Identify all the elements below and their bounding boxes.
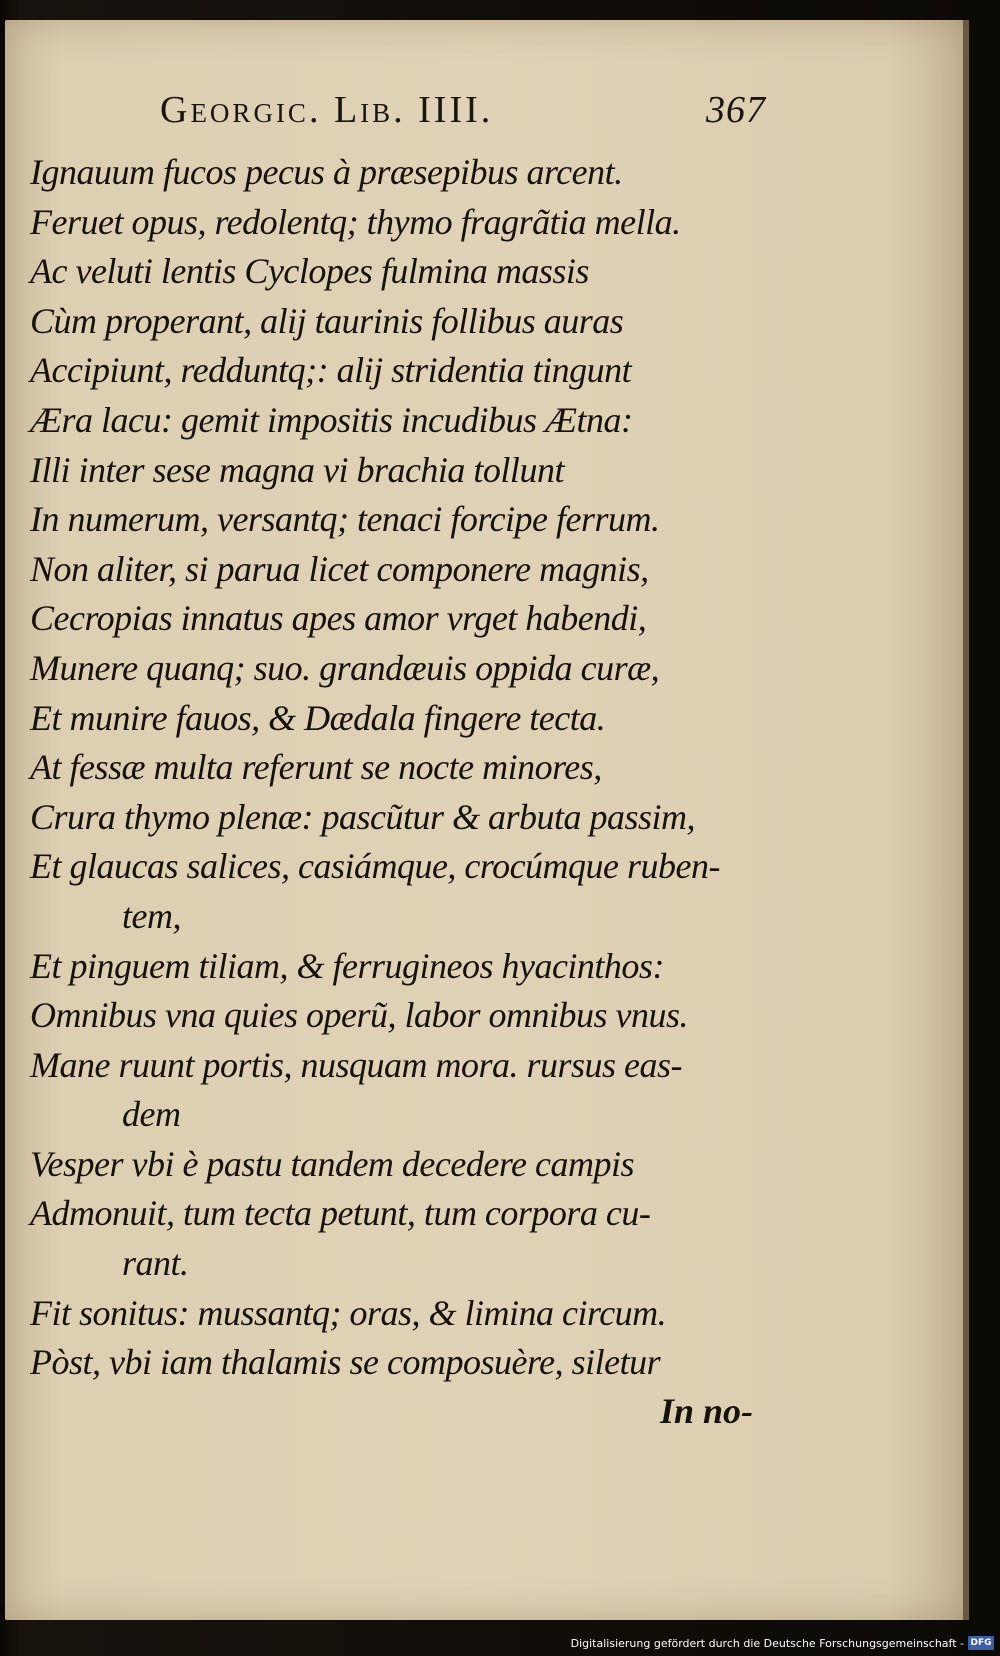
verse-line: Mane ruunt portis, nusquam mora. rursus eas- [30, 1044, 683, 1085]
verse-line: Fit sonitus: mussantq; oras, & limina circum. [30, 1292, 667, 1333]
verse-line: Et pinguem tiliam, & ferrugineos hyacinthos: [30, 945, 664, 986]
verse-line: tem, [122, 895, 181, 936]
dfg-logo-icon: DFG [968, 1636, 994, 1650]
page-edge [963, 20, 969, 1620]
running-head: Georgic. Lib. IIII. [160, 89, 494, 131]
verse-line: Vesper vbi è pastu tandem decedere campis [30, 1143, 634, 1184]
digitization-footer [571, 1634, 994, 1652]
verse-line: Omnibus vna quies operũ, labor omnibus vnus. [30, 995, 688, 1036]
verse-line: Accipiunt, redduntq;: alij stridentia tingunt [30, 350, 632, 391]
verse-line: In numerum, versantq; tenaci forcipe ferrum. [30, 499, 660, 540]
verse-line: Munere quanq; suo. grandæuis oppida curæ, [30, 647, 660, 688]
verse-line: Illi inter sese magna vi brachia tollunt [30, 449, 564, 490]
page-header [160, 88, 800, 138]
page-number: 367 [706, 89, 766, 131]
verse-line: rant. [122, 1243, 189, 1284]
verse-line: Et glaucas salices, casiámque, crocúmque ruben- [30, 846, 721, 887]
verse-line: Cùm properant, alij taurinis follibus auras [30, 300, 624, 341]
footer-credit: Digitalisierung gefördert durch die Deutsche Forschungsgemeinschaft - [570, 1636, 964, 1650]
verse-line: Admonuit, tum tecta petunt, tum corpora cu- [30, 1193, 651, 1234]
verse-line: Crura thymo plenæ: pascũtur & arbuta passim, [30, 796, 696, 837]
verse-line: Ac veluti lentis Cyclopes fulmina massis [30, 251, 589, 292]
verse-line: Cecropias innatus apes amor vrget habendi, [30, 598, 647, 639]
verse-line: Æra lacu: gemit impositis incudibus Ætna: [30, 399, 633, 440]
verse-text-block [30, 148, 790, 1388]
verse-line: Et munire fauos, & Dædala fingere tecta. [30, 697, 606, 738]
verse-line: At fessæ multa referunt se nocte minores, [30, 747, 602, 788]
catchword: In no- [660, 1391, 754, 1431]
verse-line: Non aliter, si parua licet componere magnis, [30, 548, 649, 589]
verse-line: Feruet opus, redolentq; thymo fragrãtia mella. [30, 201, 681, 242]
verse-line: dem [122, 1094, 181, 1135]
verse-line: Ignauum fucos pecus à præsepibus arcent. [30, 152, 623, 192]
verse-line: Pòst, vbi iam thalamis se composuère, siletur [30, 1342, 661, 1383]
